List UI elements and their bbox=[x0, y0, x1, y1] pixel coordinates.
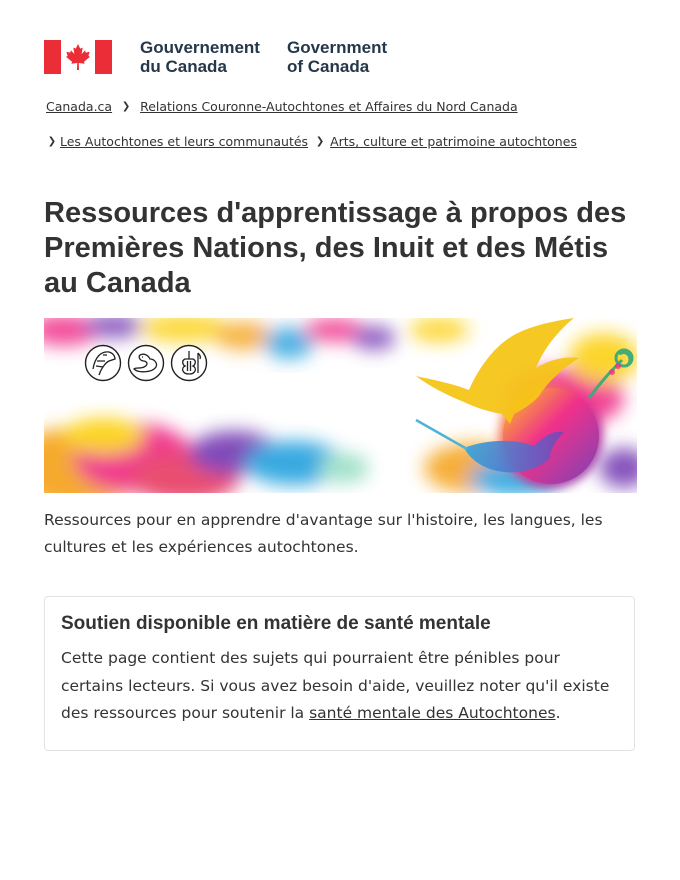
government-signature[interactable] bbox=[140, 38, 387, 76]
signature-en-line1: Government bbox=[286, 38, 388, 57]
alert-text bbox=[61, 645, 618, 728]
canada-flag-icon[interactable] bbox=[44, 40, 112, 74]
signature-fr-line2: du Canada bbox=[140, 57, 227, 76]
chevron-right-icon: ❯ bbox=[315, 136, 325, 147]
breadcrumb-link-arts-culture[interactable]: Arts, culture et patrimoine autochtones bbox=[330, 134, 577, 149]
site-header bbox=[44, 38, 387, 76]
alert-text-after: . bbox=[555, 704, 561, 722]
breadcrumb-link-communities[interactable]: Les Autochtones et leurs communautés bbox=[60, 134, 309, 149]
fiddle-icon bbox=[172, 346, 207, 381]
signature-en bbox=[287, 38, 387, 76]
intro-text: Ressources pour en apprendre d'avantage sur l'histoire, les langues, les cultures et les expériences autochtones. bbox=[44, 511, 603, 556]
breadcrumb-link-crirnac[interactable]: Relations Couronne-Autochtones et Affaires du Nord Canada bbox=[140, 99, 518, 114]
mental-health-alert bbox=[44, 596, 635, 751]
chevron-right-icon: ❯ bbox=[121, 101, 131, 112]
chevron-right-icon: ❯ bbox=[47, 136, 57, 147]
seal-icon bbox=[129, 346, 164, 381]
alert-text-before: Cette page contient des sujets qui pourraient être pénibles pour certains lecteurs. Si vous avez besoin d'aide, veuillez noter qu'il existe des ressources pour soutenir la bbox=[61, 649, 610, 722]
eagle-icon bbox=[86, 346, 121, 381]
breadcrumb-row-1 bbox=[46, 99, 518, 114]
page-title: Ressources d'apprentissage à propos des Premières Nations, des Inuit et des Métis au Canada bbox=[44, 197, 627, 299]
signature-en-line2: of Canada bbox=[286, 57, 370, 76]
banner-image bbox=[44, 318, 637, 493]
mental-health-link[interactable]: santé mentale des Autochtones bbox=[309, 704, 556, 722]
breadcrumb-row-2 bbox=[46, 134, 577, 149]
alert-title: Soutien disponible en matière de santé mentale bbox=[61, 613, 491, 634]
signature-fr bbox=[140, 38, 260, 76]
signature-fr-line1: Gouvernement bbox=[140, 38, 260, 57]
breadcrumb-link-canada[interactable]: Canada.ca bbox=[46, 99, 113, 114]
